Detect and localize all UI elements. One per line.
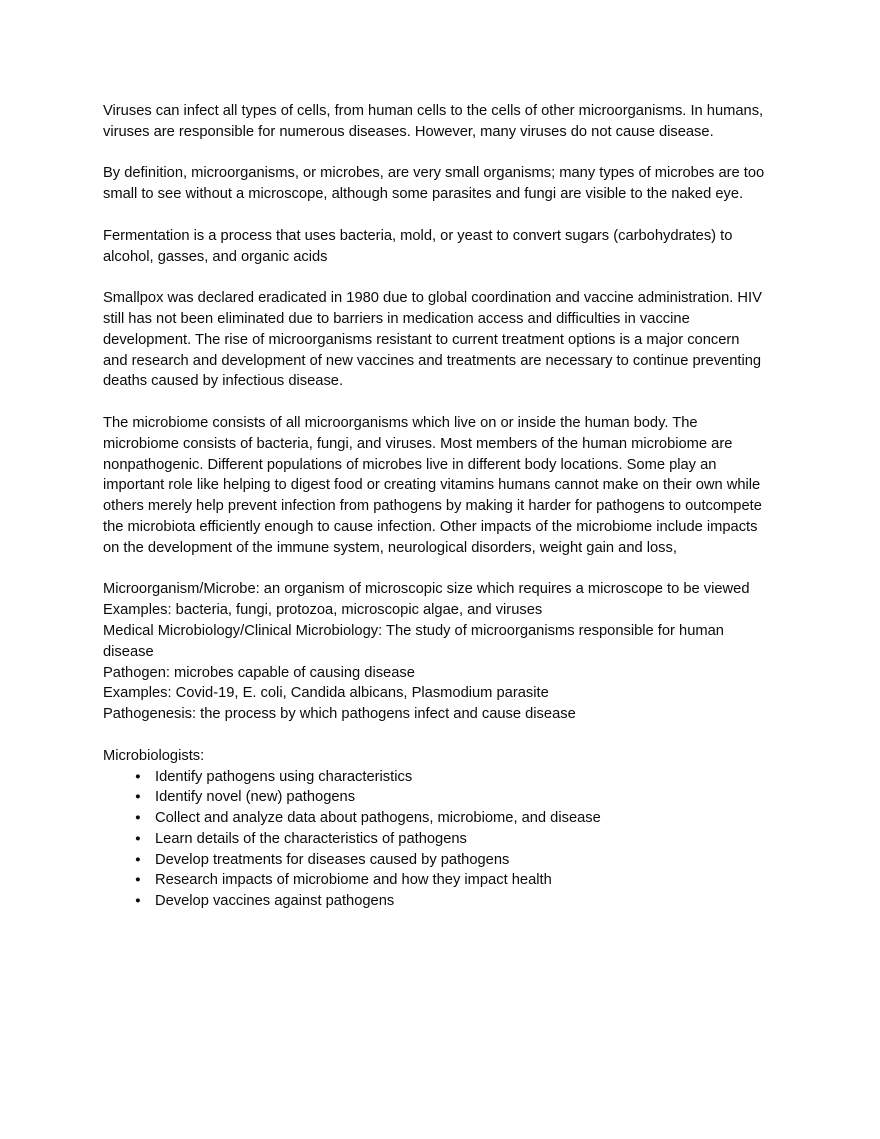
definition-microorganism: Microorganism/Microbe: an organism of microscopic size which requires a microscope to be viewed bbox=[103, 581, 750, 598]
paragraph-viruses: Viruses can infect all types of cells, from human cells to the cells of other microorganisms. In humans, viruses are responsible for numerous diseases. However, many viruses do not cause disease. bbox=[103, 103, 764, 140]
list-item: ● Identify novel (new) pathogens bbox=[135, 787, 767, 808]
paragraph-smallpox-hiv: Smallpox was declared eradicated in 1980 due to global coordination and vaccine administration. HIV still has not been eliminated due to barriers in medication access and difficulties in vaccine development. The rise of microorganisms resistant to current treatment options is a major concern and research and development of new vaccines and treatments are necessary to continue preventing deaths caused by infectious disease. bbox=[103, 290, 762, 390]
definitions-block bbox=[103, 579, 767, 725]
microbiologists-list bbox=[103, 767, 767, 913]
definition-examples-microbes: Examples: bacteria, fungi, protozoa, microscopic algae, and viruses bbox=[103, 602, 543, 619]
list-item: ● Learn details of the characteristics of pathogens bbox=[135, 829, 767, 850]
list-item: ● Identify pathogens using characteristics bbox=[135, 767, 767, 788]
definition-pathogen: Pathogen: microbes capable of causing disease bbox=[103, 664, 415, 681]
definition-examples-pathogens: Examples: Covid-19, E. coli, Candida albicans, Plasmodium parasite bbox=[103, 685, 549, 702]
definition-medical-microbiology: Medical Microbiology/Clinical Microbiology: The study of microorganisms responsible for human disease bbox=[103, 622, 724, 660]
microbiologists-heading: Microbiologists: bbox=[103, 747, 205, 764]
paragraph-fermentation: Fermentation is a process that uses bacteria, mold, or yeast to convert sugars (carbohydrates) to alcohol, gasses, and organic acids bbox=[103, 227, 733, 265]
paragraph-microbiome: The microbiome consists of all microorganisms which live on or inside the human body. The microbiome consists of bacteria, fungi, and viruses. Most members of the human microbiome are nonpathogenic. Different populations of microbes live in different body locations. Some play an important role like helping to digest food or creating vitamins humans cannot make on their own while others merely help prevent infection from pathogens by making it harder for pathogens to outcompete the microbiota efficiently enough to cause infection. Other impacts of the microbiome include impacts on the development of the immune system, neurological disorders, weight gain and loss, bbox=[103, 414, 762, 556]
list-item: ● Develop treatments for diseases caused by pathogens bbox=[135, 850, 767, 871]
list-item: ● Collect and analyze data about pathogens, microbiome, and disease bbox=[135, 808, 767, 829]
list-item: ● Research impacts of microbiome and how they impact health bbox=[135, 870, 767, 891]
paragraph-definition-microbes: By definition, microorganisms, or microbes, are very small organisms; many types of microbes are too small to see without a microscope, although some parasites and fungi are visible to the naked eye. bbox=[103, 165, 765, 203]
list-item: ● Develop vaccines against pathogens bbox=[135, 891, 767, 912]
definition-pathogenesis: Pathogenesis: the process by which pathogens infect and cause disease bbox=[103, 706, 576, 723]
